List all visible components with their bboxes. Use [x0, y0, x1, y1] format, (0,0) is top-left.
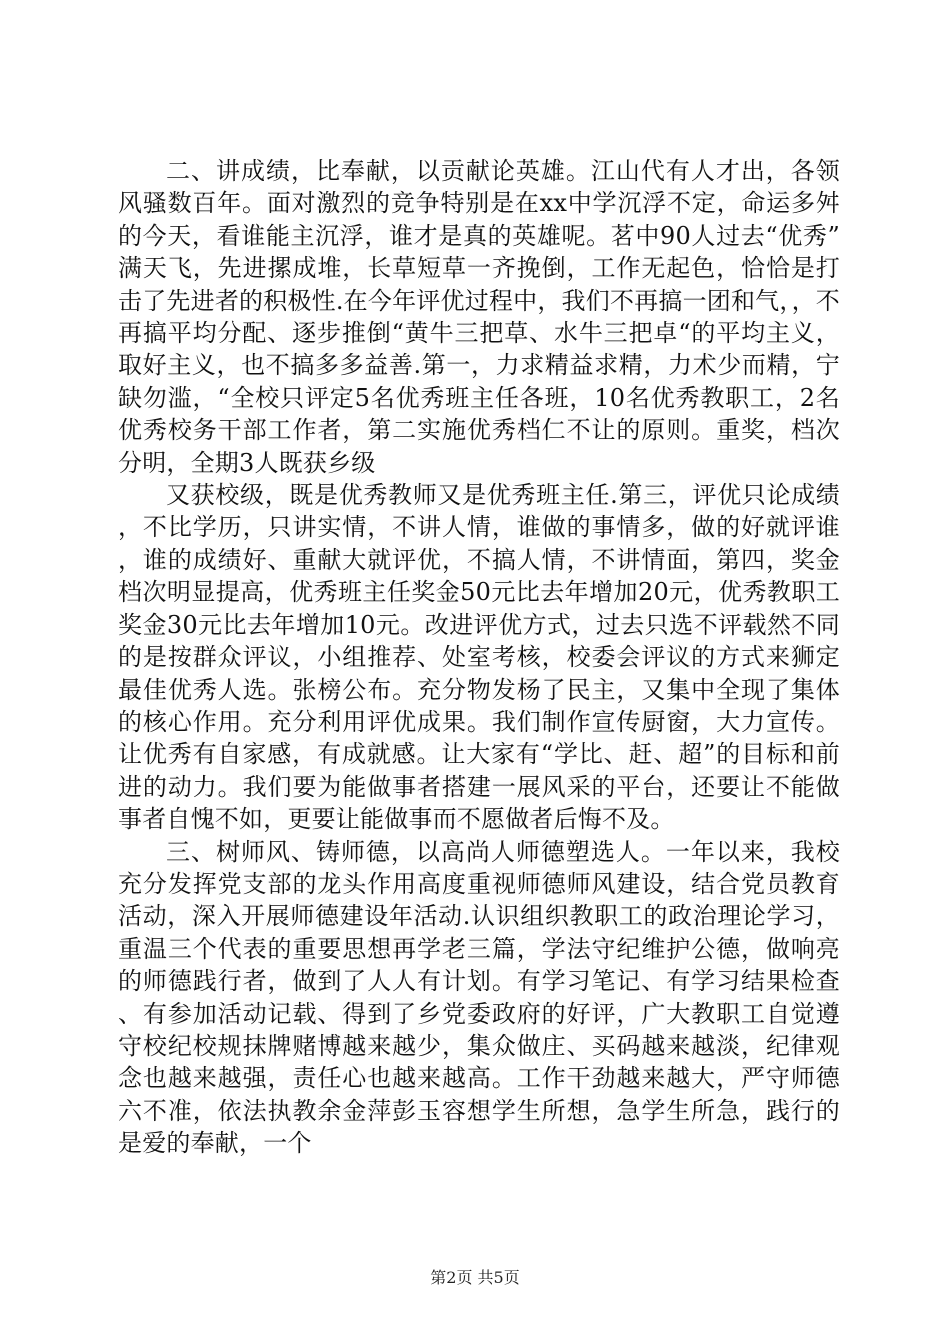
paragraph-achievements: 二、讲成绩，比奉献，以贡献论英雄。江山代有人才出，各领风骚数百年。面对激烈的竞争特别是在xx中学沉浮不定，命运多舛的今天，看谁能主沉浮，谁才是真的英雄呢。茗中90人过去“优秀”满天飞，先进摞成堆，长草短草一齐挽倒，工作无起色，恰恰是打击了先进者的积极性.在今年评优过程中，我们不再搞一团和气，，不再搞平均分配、逐步推倒“黄牛三把草、水牛三把卓“的平均主义，取好主义，也不搞多多益善.第一，力求精益求精，力术少而精，宁缺勿滥，“全校只评定5名优秀班主任各班，10名优秀教职工，2名优秀校务干部工作者，第二实施优秀档仁不让的原则。重奖，档次分明，全期3人既获乡级 [118, 157, 840, 477]
paragraph-ethics: 三、树师风、铸师德，以高尚人师德塑选人。一年以来，我校充分发挥党支部的龙头作用高度重视师德师风建设，结合党员教育活动，深入开展师德建设年活动.认识组织教职工的政治理论学习，重温三个代表的重要思想再学老三篇，学法守纪维护公德，做响亮的师德践行者，做到了人人有计划。有学习笔记、有学习结果检查、有参加活动记载、得到了乡党委政府的好评，广大教职工自觉遵守校纪校规抹牌赌博越来越少，集众做庄、买码越来越淡，纪律观念也越来越强，责任心也越来越高。工作干劲越来越大，严守师德六不准，依法执教余金萍彭玉容想学生所想，急学生所急，践行的是爱的奉献，一个 [118, 837, 840, 1158]
page-number: 第2页 共5页 [430, 1268, 520, 1287]
document-body [118, 155, 840, 1160]
paragraph-awards: 又获校级，既是优秀教师又是优秀班主任.第三，评优只论成绩，不比学历，只讲实情，不讲人情，谁做的事情多，做的好就评谁，谁的成绩好、重献大就评优，不搞人情，不讲情面，第四，奖金档次明显提高，优秀班主任奖金50元比去年增加20元，优秀教职工奖金30元比去年增加10元。改进评优方式，过去只选不评载然不同的是按群众评议，小组推荐、处室考核，校委会评议的方式来狮定最佳优秀人选。张榜公布。充分物发杨了民主，又集中全现了集体的核心作用。充分利用评优成果。我们制作宣传厨窗，大力宣传。让优秀有自家感，有成就感。让大家有“学比、赶、超”的目标和前进的动力。我们要为能做事者搭建一展风采的平台，还要让不能做事者自愧不如，更要让能做事而不愿做者后悔不及。 [118, 481, 840, 834]
